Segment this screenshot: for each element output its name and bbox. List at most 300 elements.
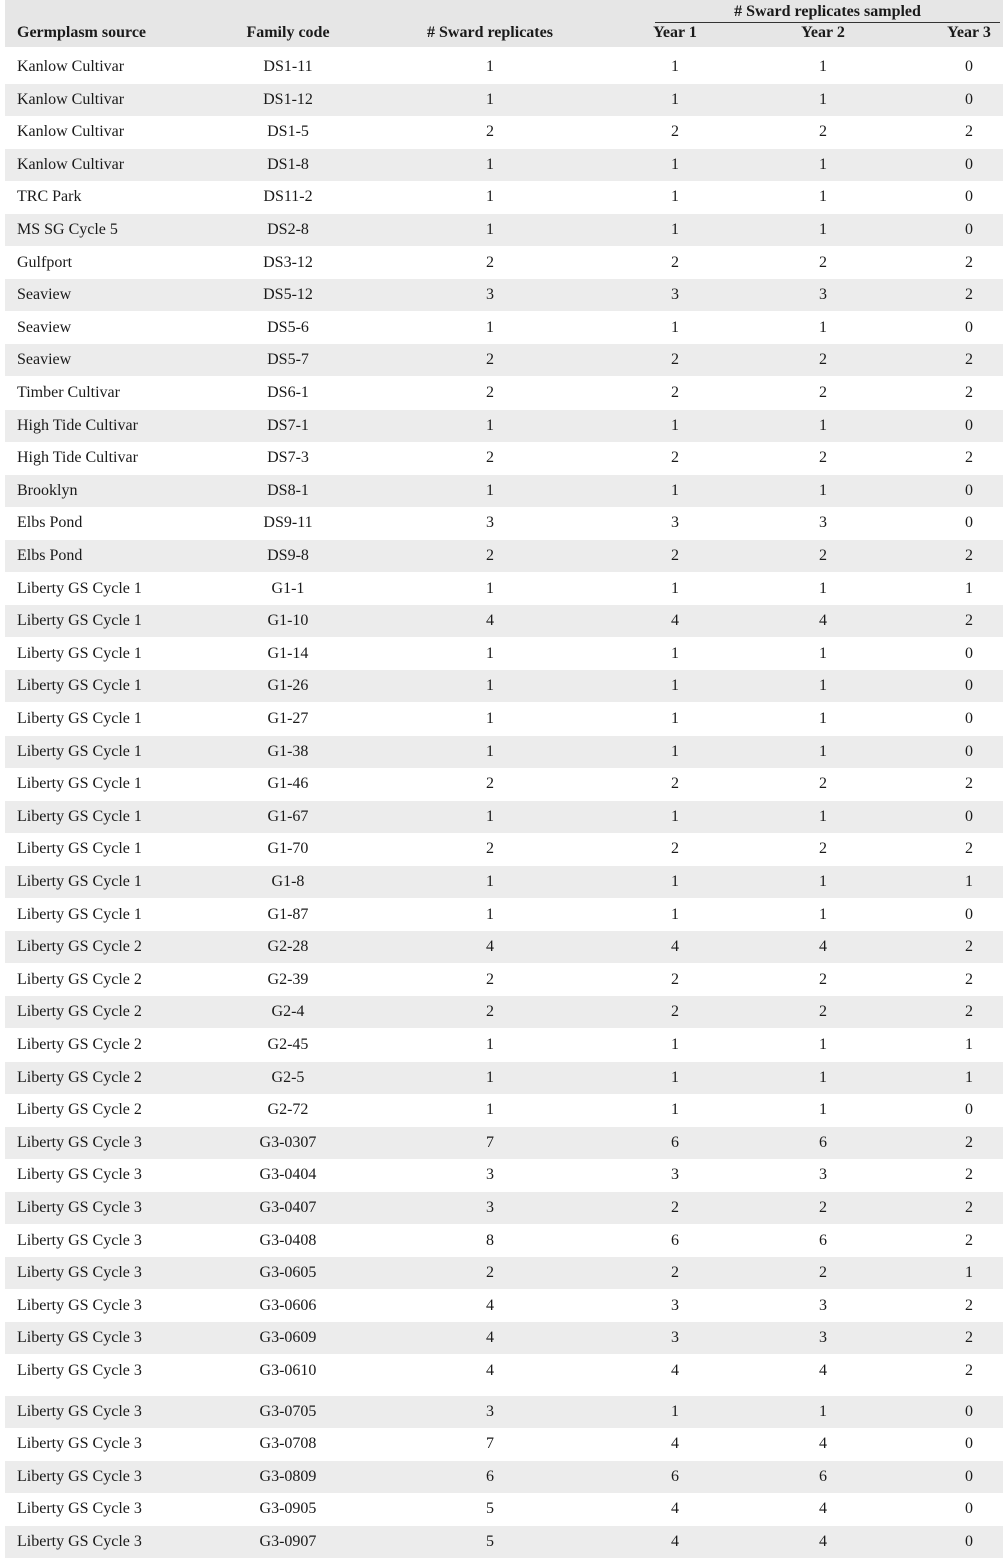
cell-year-3: 2: [965, 1231, 973, 1249]
cell-sward-replicates: 3: [486, 1402, 494, 1420]
cell-year-3: 1: [965, 1068, 973, 1086]
cell-year-3: 0: [965, 1533, 973, 1550]
table-row: [5, 833, 1003, 865]
cell-year-1: 2: [671, 775, 679, 793]
cell-sward-replicates: 2: [486, 384, 494, 401]
cell-year-2: 2: [819, 123, 827, 141]
cell-germplasm-source: Seaview: [17, 286, 72, 304]
cell-year-1: 1: [671, 221, 679, 238]
cell-year-2: 1: [819, 481, 827, 499]
cell-year-3: 2: [965, 253, 973, 271]
cell-family-code: DS8-1: [267, 481, 309, 499]
cell-year-1: 1: [671, 677, 679, 695]
table-row: [5, 866, 1003, 898]
cell-year-2: 2: [819, 351, 827, 369]
cell-year-1: 1: [671, 873, 679, 890]
cell-sward-replicates: 1: [486, 742, 494, 760]
table-row: [5, 507, 1003, 539]
cell-year-3: 2: [965, 1166, 973, 1184]
table-row: [5, 1322, 1003, 1354]
cell-sward-replicates: 5: [486, 1533, 494, 1550]
cell-year-2: 1: [819, 188, 827, 206]
cell-family-code: G3-0705: [259, 1402, 317, 1420]
cell-year-1: 2: [671, 449, 679, 467]
cell-family-code: G3-0404: [259, 1166, 317, 1184]
cell-year-1: 4: [671, 938, 679, 956]
cell-sward-replicates: 7: [486, 1435, 494, 1453]
header-sward-replicates: # Sward replicates: [427, 24, 553, 41]
cell-year-2: 1: [819, 807, 827, 825]
cell-year-3: 2: [965, 1003, 973, 1021]
cell-year-2: 2: [819, 775, 827, 793]
cell-year-2: 1: [819, 873, 827, 890]
cell-year-2: 2: [819, 1199, 827, 1216]
cell-sward-replicates: 2: [486, 123, 494, 141]
cell-sward-replicates: 4: [486, 1362, 494, 1379]
cell-year-3: 0: [965, 514, 973, 532]
cell-year-3: 0: [965, 318, 973, 336]
cell-sward-replicates: 2: [486, 970, 494, 988]
table-row: [5, 51, 1003, 83]
cell-year-2: 1: [819, 710, 827, 727]
cell-year-2: 2: [819, 253, 827, 271]
cell-year-3: 2: [965, 547, 973, 564]
cell-sward-replicates: 1: [486, 1068, 494, 1086]
cell-year-1: 1: [671, 905, 679, 923]
cell-sward-replicates: 8: [486, 1231, 494, 1249]
cell-year-1: 1: [671, 1101, 679, 1119]
cell-year-3: 0: [965, 188, 973, 206]
cell-family-code: G3-0905: [259, 1500, 317, 1518]
cell-year-2: 6: [819, 1467, 827, 1485]
cell-year-1: 2: [671, 970, 679, 988]
cell-year-1: 2: [671, 547, 679, 564]
cell-year-3: 1: [965, 873, 973, 890]
cell-year-1: 1: [671, 579, 679, 597]
cell-year-3: 0: [965, 677, 973, 695]
cell-germplasm-source: Liberty GS Cycle 1: [17, 742, 142, 760]
cell-year-3: 2: [965, 840, 973, 858]
table-row: [5, 442, 1003, 474]
table-row: [5, 247, 1003, 279]
cell-year-3: 0: [965, 1435, 973, 1453]
cell-year-1: 2: [671, 253, 679, 271]
cell-germplasm-source: Liberty GS Cycle 1: [17, 873, 142, 890]
cell-year-2: 4: [819, 1362, 827, 1379]
cell-sward-replicates: 1: [486, 644, 494, 662]
cell-year-3: 0: [965, 221, 973, 238]
cell-germplasm-source: Seaview: [17, 351, 72, 369]
cell-germplasm-source: Liberty GS Cycle 1: [17, 644, 142, 662]
cell-year-1: 1: [671, 481, 679, 499]
cell-year-3: 1: [965, 579, 973, 597]
cell-year-2: 1: [819, 677, 827, 695]
table-row: [5, 279, 1003, 311]
cell-year-3: 0: [965, 1101, 973, 1119]
cell-year-1: 6: [671, 1231, 679, 1249]
cell-family-code: G3-0809: [259, 1467, 317, 1485]
cell-year-3: 0: [965, 416, 973, 434]
cell-year-3: 2: [965, 123, 973, 141]
cell-year-1: 2: [671, 384, 679, 401]
cell-sward-replicates: 3: [486, 286, 494, 304]
cell-family-code: DS2-8: [267, 221, 309, 238]
cell-family-code: DS11-2: [263, 188, 313, 206]
cell-germplasm-source: Liberty GS Cycle 3: [17, 1264, 142, 1282]
cell-year-3: 2: [965, 449, 973, 467]
cell-year-3: 2: [965, 1362, 973, 1379]
cell-year-3: 2: [965, 775, 973, 793]
cell-sward-replicates: 2: [486, 1264, 494, 1282]
cell-germplasm-source: Seaview: [17, 318, 72, 336]
cell-germplasm-source: Liberty GS Cycle 3: [17, 1296, 142, 1314]
cell-year-1: 4: [671, 1533, 679, 1550]
cell-sward-replicates: 1: [486, 318, 494, 336]
table-row: [5, 1290, 1003, 1322]
cell-family-code: G3-0408: [259, 1231, 317, 1249]
table-row: [5, 1029, 1003, 1061]
cell-germplasm-source: TRC Park: [17, 188, 82, 206]
cell-year-3: 0: [965, 807, 973, 825]
cell-sward-replicates: 1: [486, 416, 494, 434]
cell-family-code: DS5-7: [267, 351, 309, 369]
cell-year-2: 4: [819, 612, 827, 630]
cell-sward-replicates: 1: [486, 221, 494, 238]
cell-year-3: 1: [965, 1264, 973, 1282]
cell-family-code: DS1-12: [263, 90, 313, 108]
cell-family-code: G1-67: [267, 807, 309, 825]
table-row: [5, 1428, 1003, 1460]
cell-family-code: DS1-5: [267, 123, 309, 141]
cell-year-1: 1: [671, 416, 679, 434]
cell-year-1: 6: [671, 1467, 679, 1485]
cell-family-code: G3-0307: [259, 1133, 317, 1151]
cell-family-code: G2-4: [271, 1003, 305, 1021]
cell-germplasm-source: Liberty GS Cycle 1: [17, 905, 142, 923]
table-row: [5, 1225, 1003, 1257]
cell-sward-replicates: 2: [486, 351, 494, 369]
cell-family-code: G3-0606: [259, 1296, 317, 1314]
table-row: [5, 703, 1003, 735]
table-row: [5, 1493, 1003, 1525]
table-row: [5, 149, 1003, 181]
cell-year-3: 0: [965, 155, 973, 173]
cell-germplasm-source: Liberty GS Cycle 3: [17, 1329, 142, 1347]
cell-germplasm-source: Elbs Pond: [17, 547, 83, 564]
cell-family-code: G3-0907: [259, 1533, 317, 1550]
cell-germplasm-source: Kanlow Cultivar: [17, 58, 125, 75]
cell-year-2: 3: [819, 1329, 827, 1347]
table-row: [5, 377, 1003, 409]
cell-year-1: 1: [671, 155, 679, 173]
cell-sward-replicates: 1: [486, 807, 494, 825]
cell-year-2: 3: [819, 1296, 827, 1314]
cell-family-code: G3-0610: [259, 1362, 317, 1379]
cell-year-3: 2: [965, 1133, 973, 1151]
cell-sward-replicates: 3: [486, 514, 494, 532]
cell-year-1: 6: [671, 1133, 679, 1151]
cell-family-code: G1-27: [267, 710, 309, 727]
cell-year-1: 2: [671, 1199, 679, 1216]
cell-year-2: 1: [819, 579, 827, 597]
cell-germplasm-source: Liberty GS Cycle 2: [17, 938, 142, 956]
sampled-group-rule: [655, 22, 1000, 23]
table-row: [5, 1192, 1003, 1224]
table-header: [5, 0, 1003, 47]
cell-sward-replicates: 2: [486, 253, 494, 271]
cell-family-code: G1-46: [267, 775, 309, 793]
cell-germplasm-source: Liberty GS Cycle 3: [17, 1231, 142, 1249]
cell-year-3: 2: [965, 351, 973, 369]
cell-sward-replicates: 4: [486, 612, 494, 630]
cell-year-3: 2: [965, 970, 973, 988]
cell-germplasm-source: Liberty GS Cycle 3: [17, 1402, 142, 1420]
cell-year-3: 2: [965, 938, 973, 956]
cell-year-2: 1: [819, 221, 827, 238]
cell-germplasm-source: Liberty GS Cycle 1: [17, 807, 142, 825]
cell-year-2: 1: [819, 1036, 827, 1053]
cell-germplasm-source: Liberty GS Cycle 2: [17, 1003, 142, 1021]
table-row: [5, 410, 1003, 442]
cell-year-3: 0: [965, 1467, 973, 1485]
cell-sward-replicates: 2: [486, 1003, 494, 1021]
cell-year-2: 2: [819, 970, 827, 988]
cell-year-2: 1: [819, 1068, 827, 1086]
cell-sward-replicates: 7: [486, 1133, 494, 1151]
table-row: [5, 1062, 1003, 1094]
cell-year-2: 1: [819, 90, 827, 108]
cell-germplasm-source: Liberty GS Cycle 2: [17, 1101, 142, 1119]
cell-year-1: 2: [671, 1264, 679, 1282]
cell-sward-replicates: 1: [486, 579, 494, 597]
table-row: [5, 312, 1003, 344]
cell-family-code: G3-0609: [259, 1329, 317, 1347]
cell-year-2: 4: [819, 1435, 827, 1453]
cell-family-code: G2-28: [267, 938, 309, 956]
cell-year-3: 1: [965, 1036, 973, 1053]
cell-family-code: G2-72: [267, 1101, 309, 1119]
cell-year-3: 2: [965, 286, 973, 304]
cell-sward-replicates: 2: [486, 775, 494, 793]
cell-year-1: 1: [671, 644, 679, 662]
cell-germplasm-source: Elbs Pond: [17, 514, 83, 532]
cell-year-2: 2: [819, 449, 827, 467]
cell-year-1: 4: [671, 1500, 679, 1518]
cell-sward-replicates: 3: [486, 1166, 494, 1184]
table-row: [5, 964, 1003, 996]
cell-family-code: G1-8: [271, 873, 305, 890]
cell-family-code: G1-26: [267, 677, 309, 695]
cell-year-3: 0: [965, 905, 973, 923]
cell-year-2: 2: [819, 547, 827, 564]
cell-year-1: 1: [671, 1402, 679, 1420]
cell-sward-replicates: 1: [486, 873, 494, 890]
cell-year-3: 0: [965, 1500, 973, 1518]
table-row: [5, 1127, 1003, 1159]
cell-year-2: 3: [819, 514, 827, 532]
cell-year-1: 3: [671, 1166, 679, 1184]
cell-family-code: G1-14: [267, 644, 309, 662]
cell-year-2: 3: [819, 286, 827, 304]
cell-germplasm-source: High Tide Cultivar: [17, 449, 138, 467]
cell-year-2: 4: [819, 1533, 827, 1550]
cell-sward-replicates: 4: [486, 1296, 494, 1314]
header-year-1: Year 1: [653, 24, 697, 41]
cell-year-2: 1: [819, 416, 827, 434]
cell-family-code: DS9-11: [263, 514, 313, 532]
cell-year-2: 1: [819, 1101, 827, 1119]
cell-year-1: 2: [671, 351, 679, 369]
cell-year-2: 1: [819, 58, 827, 75]
cell-family-code: G1-10: [267, 612, 309, 630]
cell-year-1: 2: [671, 1003, 679, 1021]
cell-sward-replicates: 3: [486, 1199, 494, 1216]
cell-year-3: 0: [965, 481, 973, 499]
cell-year-3: 0: [965, 644, 973, 662]
table-row: [5, 1094, 1003, 1126]
cell-germplasm-source: Brooklyn: [17, 481, 78, 499]
cell-year-1: 2: [671, 123, 679, 141]
cell-year-3: 2: [965, 384, 973, 401]
cell-year-1: 4: [671, 1362, 679, 1379]
cell-germplasm-source: Liberty GS Cycle 3: [17, 1166, 142, 1184]
cell-germplasm-source: Liberty GS Cycle 3: [17, 1199, 142, 1216]
cell-sward-replicates: 1: [486, 90, 494, 108]
cell-year-1: 1: [671, 58, 679, 75]
table-row: [5, 116, 1003, 148]
cell-year-2: 2: [819, 1264, 827, 1282]
cell-year-2: 6: [819, 1231, 827, 1249]
header-year-3: Year 3: [947, 24, 991, 41]
cell-year-1: 4: [671, 1435, 679, 1453]
cell-year-2: 1: [819, 1402, 827, 1420]
cell-germplasm-source: Liberty GS Cycle 2: [17, 1036, 142, 1053]
cell-family-code: G2-45: [267, 1036, 309, 1053]
cell-family-code: DS5-12: [263, 286, 313, 304]
table-row: [5, 214, 1003, 246]
cell-family-code: DS9-8: [267, 547, 309, 564]
table-row: [5, 605, 1003, 637]
cell-year-1: 1: [671, 90, 679, 108]
cell-germplasm-source: Kanlow Cultivar: [17, 90, 125, 108]
table-row: [5, 344, 1003, 376]
table-row: [5, 1355, 1003, 1387]
cell-germplasm-source: Gulfport: [17, 253, 73, 271]
cell-germplasm-source: Liberty GS Cycle 3: [17, 1533, 142, 1550]
cell-year-2: 2: [819, 1003, 827, 1021]
cell-year-1: 2: [671, 840, 679, 858]
cell-year-1: 1: [671, 1036, 679, 1053]
cell-family-code: G3-0605: [259, 1264, 317, 1282]
cell-year-1: 3: [671, 1296, 679, 1314]
cell-sward-replicates: 1: [486, 481, 494, 499]
table-row: [5, 899, 1003, 931]
cell-germplasm-source: Liberty GS Cycle 1: [17, 775, 142, 793]
table-row: [5, 573, 1003, 605]
header-year-2: Year 2: [801, 24, 845, 41]
cell-year-1: 1: [671, 188, 679, 206]
cell-sward-replicates: 5: [486, 1500, 494, 1518]
cell-year-2: 2: [819, 840, 827, 858]
cell-year-3: 2: [965, 1296, 973, 1314]
cell-family-code: G1-38: [267, 742, 309, 760]
cell-family-code: G1-1: [271, 579, 305, 597]
cell-year-1: 1: [671, 710, 679, 727]
table-row: [5, 638, 1003, 670]
cell-year-1: 4: [671, 612, 679, 630]
cell-family-code: G3-0407: [259, 1199, 317, 1216]
cell-germplasm-source: Liberty GS Cycle 3: [17, 1467, 142, 1485]
cell-year-1: 3: [671, 514, 679, 532]
cell-sward-replicates: 2: [486, 547, 494, 564]
cell-year-3: 0: [965, 710, 973, 727]
cell-year-1: 1: [671, 318, 679, 336]
cell-germplasm-source: High Tide Cultivar: [17, 416, 138, 434]
cell-year-1: 3: [671, 1329, 679, 1347]
cell-year-3: 2: [965, 1199, 973, 1216]
table-row: [5, 1257, 1003, 1289]
table-row: [5, 996, 1003, 1028]
table-row: [5, 670, 1003, 702]
cell-family-code: G1-70: [267, 840, 309, 858]
table-row: [5, 1461, 1003, 1493]
cell-family-code: DS6-1: [267, 384, 309, 401]
table-row: [5, 181, 1003, 213]
table-row: [5, 801, 1003, 833]
cell-family-code: DS1-11: [263, 58, 313, 75]
table-row: [5, 1396, 1003, 1428]
cell-germplasm-source: Liberty GS Cycle 3: [17, 1133, 142, 1151]
cell-germplasm-source: Liberty GS Cycle 2: [17, 1068, 142, 1086]
cell-year-3: 2: [965, 1329, 973, 1347]
cell-germplasm-source: Liberty GS Cycle 1: [17, 612, 142, 630]
table-row: [5, 768, 1003, 800]
table-row: [5, 84, 1003, 116]
cell-year-2: 3: [819, 1166, 827, 1184]
cell-family-code: G3-0708: [259, 1435, 317, 1453]
cell-sward-replicates: 1: [486, 905, 494, 923]
table-row: [5, 1526, 1003, 1558]
cell-year-2: 1: [819, 644, 827, 662]
cell-germplasm-source: Liberty GS Cycle 1: [17, 840, 142, 858]
cell-year-2: 4: [819, 1500, 827, 1518]
table-row: [5, 475, 1003, 507]
cell-family-code: G1-87: [267, 905, 309, 923]
cell-sward-replicates: 1: [486, 710, 494, 727]
cell-germplasm-source: Liberty GS Cycle 3: [17, 1362, 142, 1379]
cell-family-code: G2-39: [267, 970, 309, 988]
table-row: [5, 931, 1003, 963]
table-row: [5, 540, 1003, 572]
cell-year-1: 1: [671, 742, 679, 760]
header-germplasm-source: Germplasm source: [17, 24, 147, 41]
cell-germplasm-source: Liberty GS Cycle 1: [17, 579, 142, 597]
cell-family-code: DS3-12: [263, 253, 313, 271]
cell-family-code: DS7-1: [267, 416, 309, 434]
table-row: [5, 736, 1003, 768]
cell-sward-replicates: 2: [486, 449, 494, 467]
cell-sward-replicates: 1: [486, 1036, 494, 1053]
cell-family-code: DS7-3: [267, 449, 309, 467]
cell-year-3: 0: [965, 1402, 973, 1420]
cell-year-2: 6: [819, 1133, 827, 1151]
cell-germplasm-source: Liberty GS Cycle 3: [17, 1500, 142, 1518]
cell-year-2: 1: [819, 318, 827, 336]
cell-germplasm-source: Liberty GS Cycle 3: [17, 1435, 142, 1453]
cell-sward-replicates: 4: [486, 938, 494, 956]
cell-germplasm-source: Liberty GS Cycle 1: [17, 677, 142, 695]
cell-family-code: DS5-6: [267, 318, 309, 336]
